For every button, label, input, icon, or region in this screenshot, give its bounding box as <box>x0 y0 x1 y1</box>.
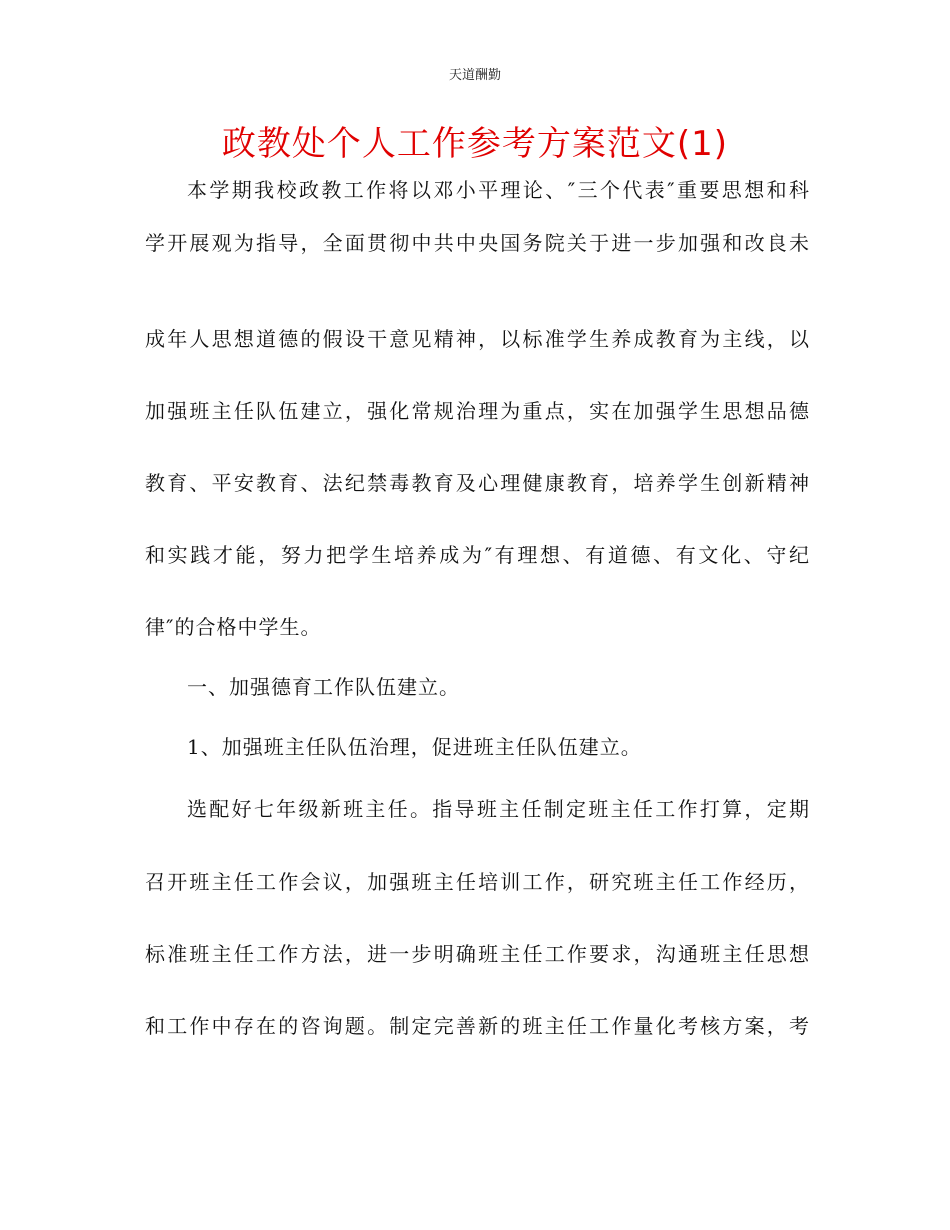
paragraph-line: 和实践才能，努力把学生培养成为″有理想、有道德、有文化、守纪 <box>145 543 810 567</box>
paragraph-line: 学开展观为指导，全面贯彻中共中央国务院关于进一步加强和改良未 <box>145 231 810 255</box>
paragraph-line: 加强班主任队伍建立，强化常规治理为重点，实在加强学生思想品德 <box>145 399 810 423</box>
paragraph-line: 选配好七年级新班主任。指导班主任制定班主任工作打算，定期 <box>187 797 810 821</box>
subsection-heading: 1、加强班主任队伍治理，促进班主任队伍建立。 <box>187 735 642 759</box>
paragraph-line: 本学期我校政教工作将以邓小平理论、″三个代表″重要思想和科 <box>187 178 810 202</box>
paragraph-line: 和工作中存在的咨询题。制定完善新的班主任工作量化考核方案，考 <box>145 1014 810 1038</box>
section-heading: 一、加强德育工作队伍建立。 <box>187 675 460 699</box>
paragraph-line: 召开班主任工作会议，加强班主任培训工作，研究班主任工作经历， <box>145 870 810 894</box>
paragraph-line: 标准班主任工作方法，进一步明确班主任工作要求，沟通班主任思想 <box>145 942 810 966</box>
paragraph-line: 教育、平安教育、法纪禁毒教育及心理健康教育，培养学生创新精神 <box>145 471 810 495</box>
page-header: 天道酬勤 <box>448 68 501 83</box>
paragraph-line: 律″的合格中学生。 <box>145 615 322 639</box>
document-title: 政教处个人工作参考方案范文(1) <box>221 124 729 164</box>
paragraph-line: 成年人思想道德的假设干意见精神，以标准学生养成教育为主线，以 <box>145 327 810 351</box>
